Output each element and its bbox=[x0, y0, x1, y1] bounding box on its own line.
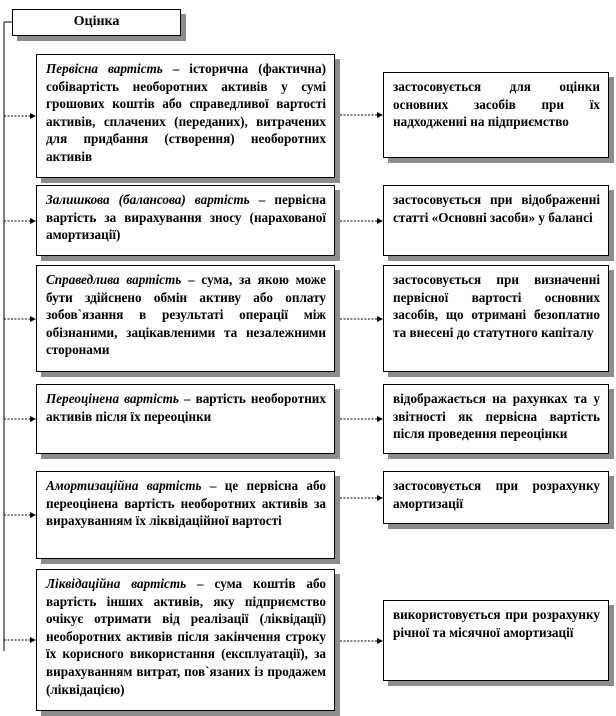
definition-box bbox=[36, 185, 335, 256]
valuation-term: Переоцінена вартість bbox=[46, 391, 179, 406]
valuation-definition: – сума, за якою може бути здійснено обмін активу або оплату зобов`язання в результаті операції між обізнаними, зацікавленими та незалежними сторонами bbox=[46, 272, 326, 358]
valuation-definition: – первісна вартість за вирахування зносу (нарахованої амортизації) bbox=[46, 192, 326, 243]
usage-box-frame bbox=[383, 72, 609, 158]
definition-box-frame bbox=[36, 54, 335, 178]
usage-box bbox=[383, 185, 609, 256]
definition-box bbox=[36, 471, 335, 559]
usage-box-frame bbox=[383, 471, 609, 524]
definition-box-frame bbox=[36, 471, 335, 559]
definition-text bbox=[46, 390, 326, 425]
usage-text: застосовується при визначенні первісної вартості основних засобів, що отримані безоплатно та внесені до статутного капіталу bbox=[393, 272, 600, 340]
usage-box bbox=[383, 72, 609, 158]
valuation-definition: – історична (фактична) собівартість необоротних активів у сумі грошових коштів або справедливої вартості активів, сплачених (переданих), витрачених для придбання (створення) необоротних активів bbox=[46, 61, 326, 164]
title-box-frame bbox=[12, 9, 181, 36]
definition-box-frame bbox=[36, 384, 335, 454]
usage-box-frame bbox=[383, 384, 609, 454]
usage-box bbox=[383, 384, 609, 454]
valuation-definition: – сума коштів або вартість інших активів, яку підприємство очікує отримати від реалізації (ліквідації) необоротних активів після закінчення строку їх корисного використання (експлуатації), за вирахуванням витрат, пов`язаних із продажем (ліквідацією) bbox=[46, 576, 326, 697]
definition-box bbox=[36, 265, 335, 372]
definition-text bbox=[46, 60, 326, 166]
definition-box-frame bbox=[36, 185, 335, 256]
valuation-term: Справедлива вартість bbox=[46, 272, 182, 287]
usage-text: застосовується для оцінки основних засобів при їх надходженні на підприємство bbox=[393, 79, 600, 130]
usage-box bbox=[383, 265, 609, 372]
definition-box-frame bbox=[36, 265, 335, 372]
definition-text bbox=[46, 271, 326, 359]
definition-box bbox=[36, 54, 335, 178]
valuation-definition: – вартість необоротних активів після їх переоцінки bbox=[46, 391, 326, 424]
usage-box-frame bbox=[383, 185, 609, 256]
usage-text: використовується при розрахунку річної та місячної амортизації bbox=[393, 607, 600, 640]
definition-text bbox=[46, 191, 326, 244]
valuation-term: Залишкова (балансова) вартість bbox=[46, 192, 250, 207]
usage-text: застосовується при розрахунку амортизації bbox=[393, 478, 600, 511]
usage-box bbox=[383, 600, 609, 681]
definition-box-frame bbox=[36, 569, 335, 711]
valuation-term: Ліквідаційна вартість bbox=[46, 576, 187, 591]
title-box bbox=[12, 9, 181, 36]
usage-box-frame bbox=[383, 265, 609, 372]
valuation-term: Первісна вартість bbox=[46, 61, 163, 76]
usage-box bbox=[383, 471, 609, 524]
usage-text: застосовується при відображенні статті «Основні засоби» у балансі bbox=[393, 192, 600, 225]
definition-box bbox=[36, 569, 335, 711]
usage-text: відображається на рахунках та у звітності як первісна вартість після проведення переоцінки bbox=[393, 391, 600, 442]
diagram-title: Оцінка bbox=[73, 14, 120, 29]
valuation-term: Амортизаційна вартість bbox=[46, 478, 202, 493]
definition-text bbox=[46, 477, 326, 530]
definition-text bbox=[46, 575, 326, 698]
definition-box bbox=[36, 384, 335, 454]
usage-box-frame bbox=[383, 600, 609, 681]
valuation-definition: – це первісна або переоцінена вартість необоротних активів за вирахуванням їх ліквідаційної вартості bbox=[46, 478, 327, 529]
